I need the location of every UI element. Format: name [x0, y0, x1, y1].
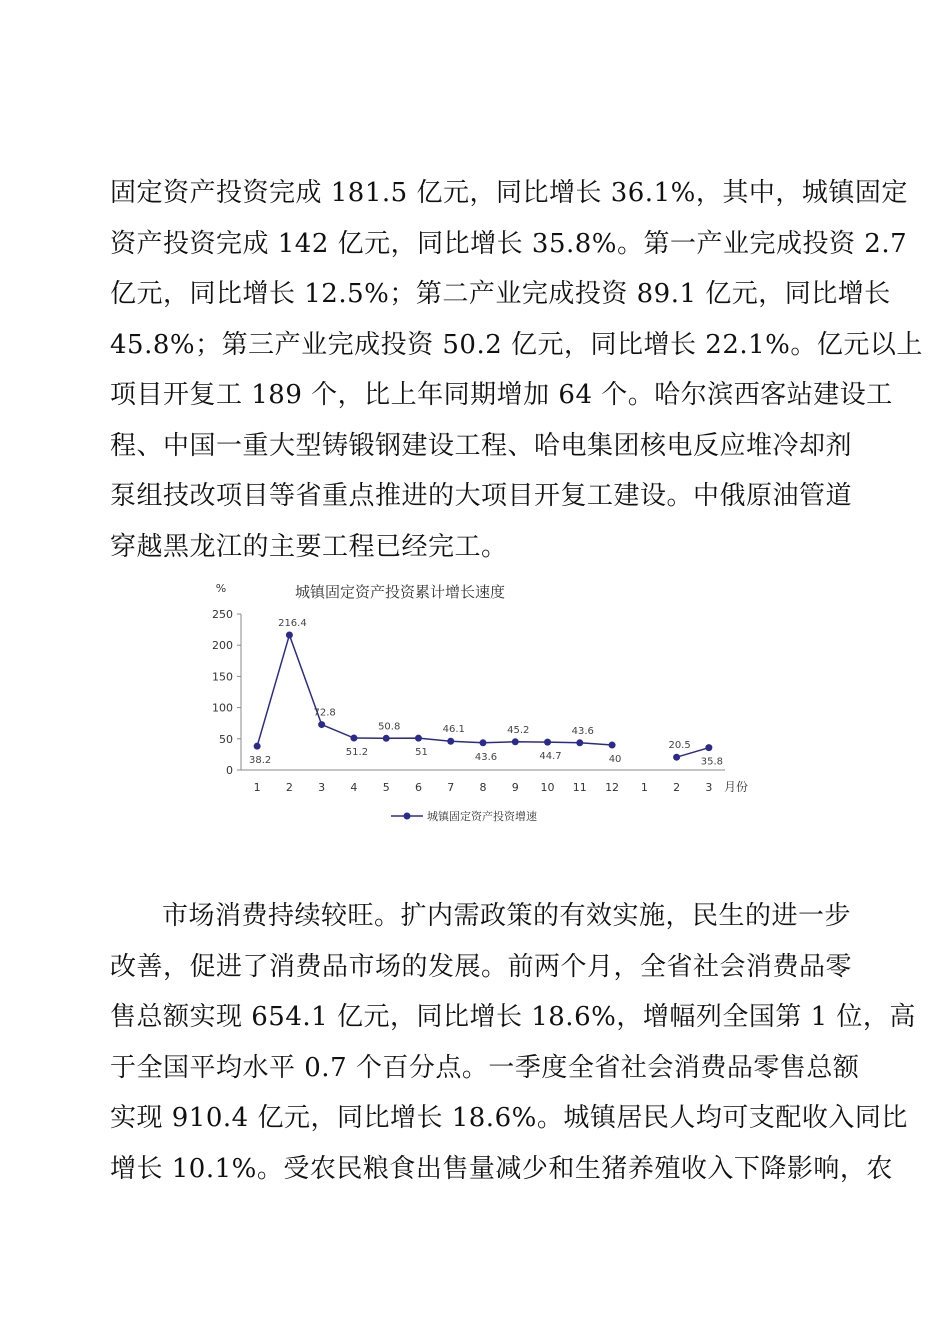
data-point [447, 738, 454, 745]
text-line: 穿越黑龙江的主要工程已经完工。 [110, 531, 508, 562]
paragraph-consumption [110, 891, 916, 1194]
x-tick-label: 2 [673, 781, 681, 794]
text-line: 固定资产投资完成 181.5 亿元，同比增长 36.1%，其中，城镇固定 [110, 178, 908, 208]
data-label: 35.8 [700, 756, 723, 768]
data-point [480, 739, 487, 746]
data-label: 38.2 [249, 755, 272, 767]
x-tick-label: 10 [540, 781, 555, 794]
y-tick-label: 150 [212, 670, 233, 684]
x-tick-label: 5 [382, 781, 390, 794]
data-point [512, 738, 519, 745]
chart-title: 城镇固定资产投资累计增长速度 [294, 583, 506, 601]
data-label: 46.1 [442, 724, 465, 736]
data-point [609, 742, 616, 749]
data-label: 40 [608, 754, 622, 766]
series-line-segment [257, 635, 612, 746]
data-label: 51.2 [345, 747, 369, 759]
investment-growth-chart [205, 575, 765, 835]
data-point [318, 721, 325, 728]
text-line: 资产投资完成 142 亿元，同比增长 35.8%。第一产业完成投资 2.7 [110, 228, 908, 259]
chart-legend [391, 809, 537, 823]
data-label: 43.6 [474, 751, 498, 763]
text-line: 项目开复工 189 个，比上年同期增加 64 个。哈尔滨西客站建设工 [110, 380, 893, 410]
x-axis-unit: 月份 [723, 780, 749, 794]
data-label: 43.6 [571, 725, 594, 737]
text-line: 于全国平均水平 0.7 个百分点。一季度全省社会消费品零售总额 [110, 1052, 860, 1083]
data-point [383, 735, 390, 742]
y-tick-label: 0 [226, 764, 233, 777]
data-point [576, 739, 583, 746]
data-label: 20.5 [668, 740, 691, 752]
y-axis-unit: % [215, 582, 227, 595]
x-tick-label: 3 [318, 781, 326, 794]
chart-canvas [205, 575, 765, 835]
text-line: 市场消费持续较旺。扩内需政策的有效实施，民生的进一步 [162, 901, 852, 931]
y-tick-label: 250 [212, 608, 233, 621]
paragraph-investment [110, 168, 923, 572]
x-tick-label: 1 [253, 781, 261, 794]
y-tick-label: 200 [212, 639, 233, 653]
data-label: 50.8 [378, 721, 401, 733]
x-axis-ticks [254, 781, 713, 794]
x-tick-label: 9 [511, 781, 519, 794]
y-tick-label: 50 [219, 732, 233, 746]
data-point [673, 754, 680, 761]
legend-marker [404, 813, 411, 820]
x-tick-label: 12 [605, 781, 620, 794]
y-axis-ticks [212, 608, 241, 777]
x-tick-label: 11 [572, 781, 587, 794]
x-tick-label: 1 [640, 781, 648, 794]
legend-label: 城镇固定资产投资增速 [427, 810, 537, 823]
text-line: 程、中国一重大型铸锻钢建设工程、哈电集团核电反应堆冷却剂 [110, 430, 853, 461]
data-point [350, 735, 357, 742]
data-label: 45.2 [507, 724, 530, 736]
x-tick-label: 6 [414, 781, 422, 794]
x-tick-label: 8 [479, 781, 487, 794]
text-line: 增长 10.1%。受农民粮食出售量减少和生猪养殖收入下降影响，农 [110, 1153, 893, 1184]
data-label: 72.8 [313, 707, 336, 719]
chart-axes [241, 614, 725, 770]
text-line: 售总额实现 654.1 亿元，同比增长 18.6%，增幅列全国第 1 位，高 [110, 1002, 916, 1032]
series-line [257, 635, 709, 757]
x-tick-label: 3 [705, 781, 713, 794]
x-tick-label: 7 [447, 781, 455, 794]
text-line: 实现 910.4 亿元，同比增长 18.6%。城镇居民人均可支配收入同比 [110, 1103, 908, 1133]
data-label: 51 [415, 747, 428, 759]
y-tick-label: 100 [212, 701, 233, 715]
x-tick-label: 2 [285, 781, 293, 794]
data-labels [249, 618, 723, 768]
data-point [544, 739, 551, 746]
data-label: 216.4 [278, 617, 307, 629]
text-line: 改善，促进了消费品市场的发展。前两个月，全省社会消费品零 [110, 951, 853, 982]
data-point [254, 743, 261, 750]
text-line: 45.8%；第三产业完成投资 50.2 亿元，同比增长 22.1%。亿元以上 [110, 329, 923, 360]
data-point [415, 735, 422, 742]
text-line: 亿元，同比增长 12.5%；第二产业完成投资 89.1 亿元，同比增长 [110, 279, 891, 309]
x-tick-label: 4 [350, 781, 358, 794]
data-label: 44.7 [539, 751, 562, 763]
data-point [705, 744, 712, 751]
text-line: 泵组技改项目等省重点推进的大项目开复工建设。中俄原油管道 [110, 481, 853, 511]
data-point [286, 631, 293, 638]
